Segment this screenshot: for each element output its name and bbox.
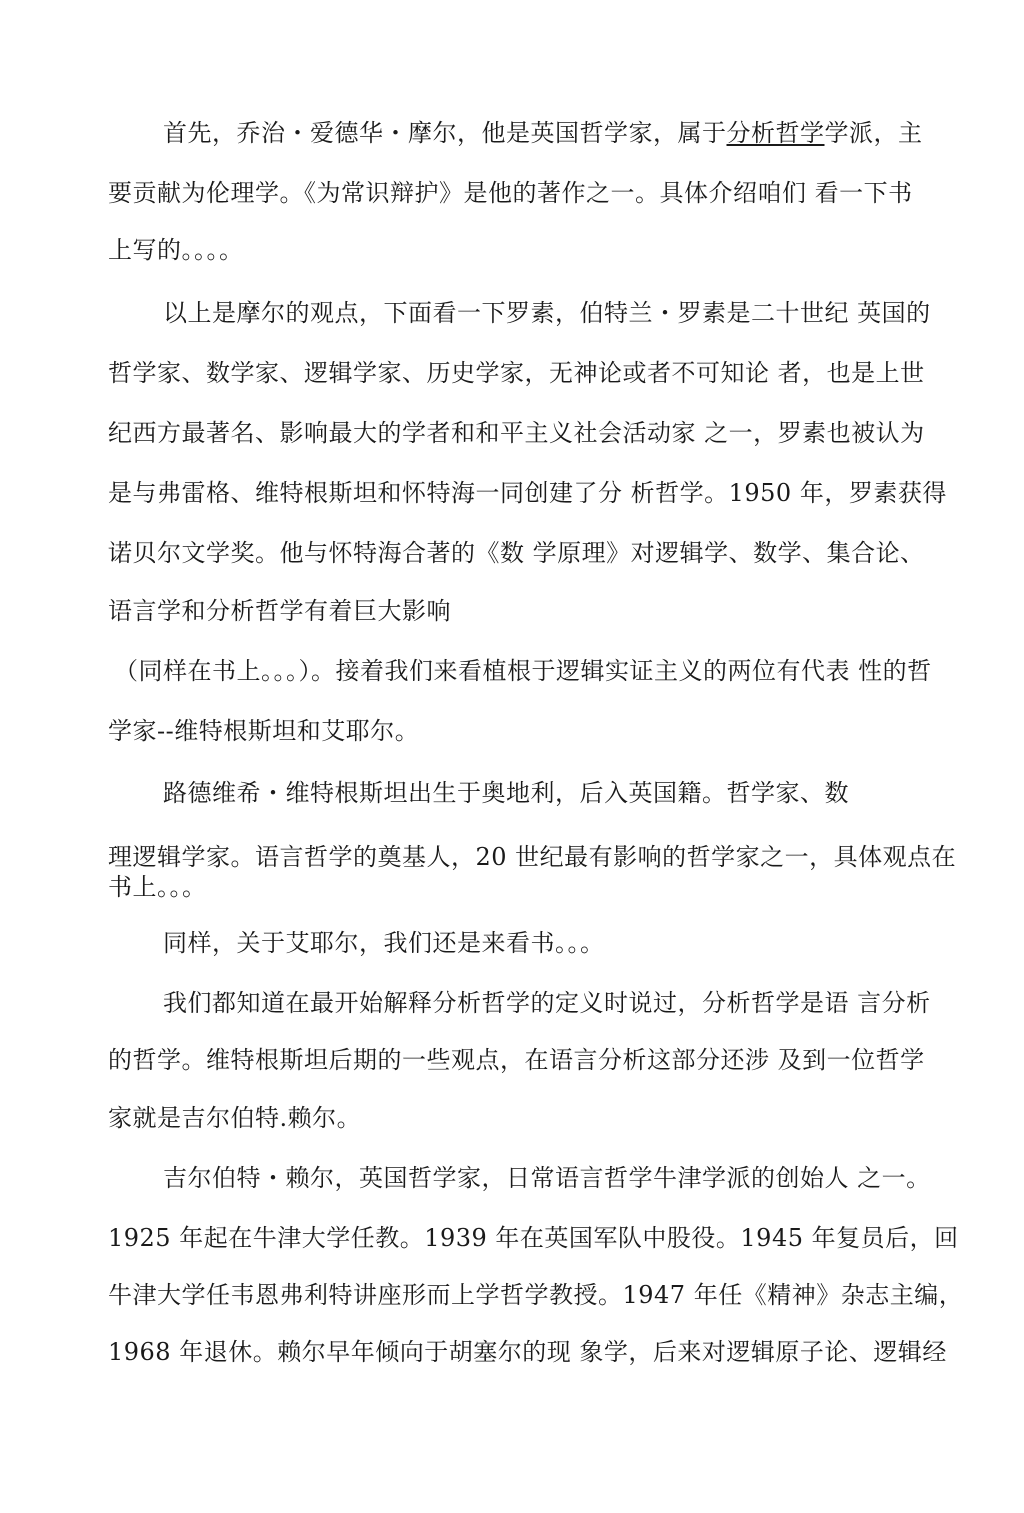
paragraph-6-line-3: 家就是吉尔伯特.赖尔。 bbox=[108, 1104, 362, 1132]
paragraph-2-line-2: 哲学家、数学家、逻辑学家、历史学家，无神论或者不可知论 者，也是上世 bbox=[108, 359, 925, 387]
paragraph-4-line-2: 理逻辑学家。语言哲学的奠基人，20 世纪最有影响的哲学家之一，具体观点在 bbox=[108, 843, 957, 871]
paragraph-6-line-2: 的哲学。维特根斯坦后期的一些观点，在语言分析这部分还涉 及到一位哲学 bbox=[108, 1046, 925, 1074]
paragraph-1-line-1 bbox=[163, 118, 923, 148]
text: 首先，乔治・爱德华・摩尔，他是英国哲学家，属于 bbox=[163, 119, 727, 147]
paragraph-6-line-1: 我们都知道在最开始解释分析哲学的定义时说过，分析哲学是语 言分析 bbox=[163, 989, 931, 1017]
paragraph-2-line-5: 诺贝尔文学奖。他与怀特海合著的《数 学原理》对逻辑学、数学、集合论、 bbox=[108, 539, 925, 567]
paragraph-7-line-4: 1968 年退休。赖尔早年倾向于胡塞尔的现 象学，后来对逻辑原子论、逻辑经 bbox=[108, 1338, 947, 1366]
paragraph-1-line-2: 要贡献为伦理学。《为常识辩护》是他的著作之一。具体介绍咱们 看一下书 bbox=[108, 179, 913, 207]
paragraph-3-line-1: （同样在书上。。。）。接着我们来看植根于逻辑实证主义的两位有代表 性的哲 bbox=[114, 657, 932, 685]
text: 学派，主 bbox=[824, 119, 923, 147]
paragraph-1-line-3: 上写的。。。。 bbox=[108, 236, 244, 264]
paragraph-2-line-1: 以上是摩尔的观点，下面看一下罗素，伯特兰・罗素是二十世纪 英国的 bbox=[163, 299, 931, 327]
analytic-philosophy-link[interactable]: 分析哲学 bbox=[726, 119, 825, 147]
paragraph-7-line-3: 牛津大学任韦恩弗利特讲座形而上学哲学教授。1947 年任《精神》杂志主编， bbox=[108, 1281, 964, 1309]
paragraph-2-line-4: 是与弗雷格、维特根斯坦和怀特海一同创建了分 析哲学。1950 年，罗素获得 bbox=[108, 479, 947, 507]
paragraph-7-line-1: 吉尔伯特・赖尔，英国哲学家，日常语言哲学牛津学派的创始人 之一。 bbox=[163, 1164, 931, 1192]
paragraph-2-line-3: 纪西方最著名、影响最大的学者和和平主义社会活动家 之一，罗素也被认为 bbox=[108, 419, 925, 447]
paragraph-4-line-3: 书上。。。 bbox=[108, 873, 207, 901]
paragraph-7-line-2: 1925 年起在牛津大学任教。1939 年在英国军队中股役。1945 年复员后，回 bbox=[108, 1224, 959, 1252]
paragraph-5-line-1: 同样，关于艾耶尔，我们还是来看书。。。 bbox=[163, 929, 605, 957]
paragraph-2-line-6: 语言学和分析哲学有着巨大影响 bbox=[108, 597, 451, 625]
paragraph-4-line-1: 路德维希・维特根斯坦出生于奥地利，后入英国籍。哲学家、数 bbox=[163, 779, 849, 807]
paragraph-3-line-2: 学家--维特根斯坦和艾耶尔。 bbox=[108, 717, 420, 745]
